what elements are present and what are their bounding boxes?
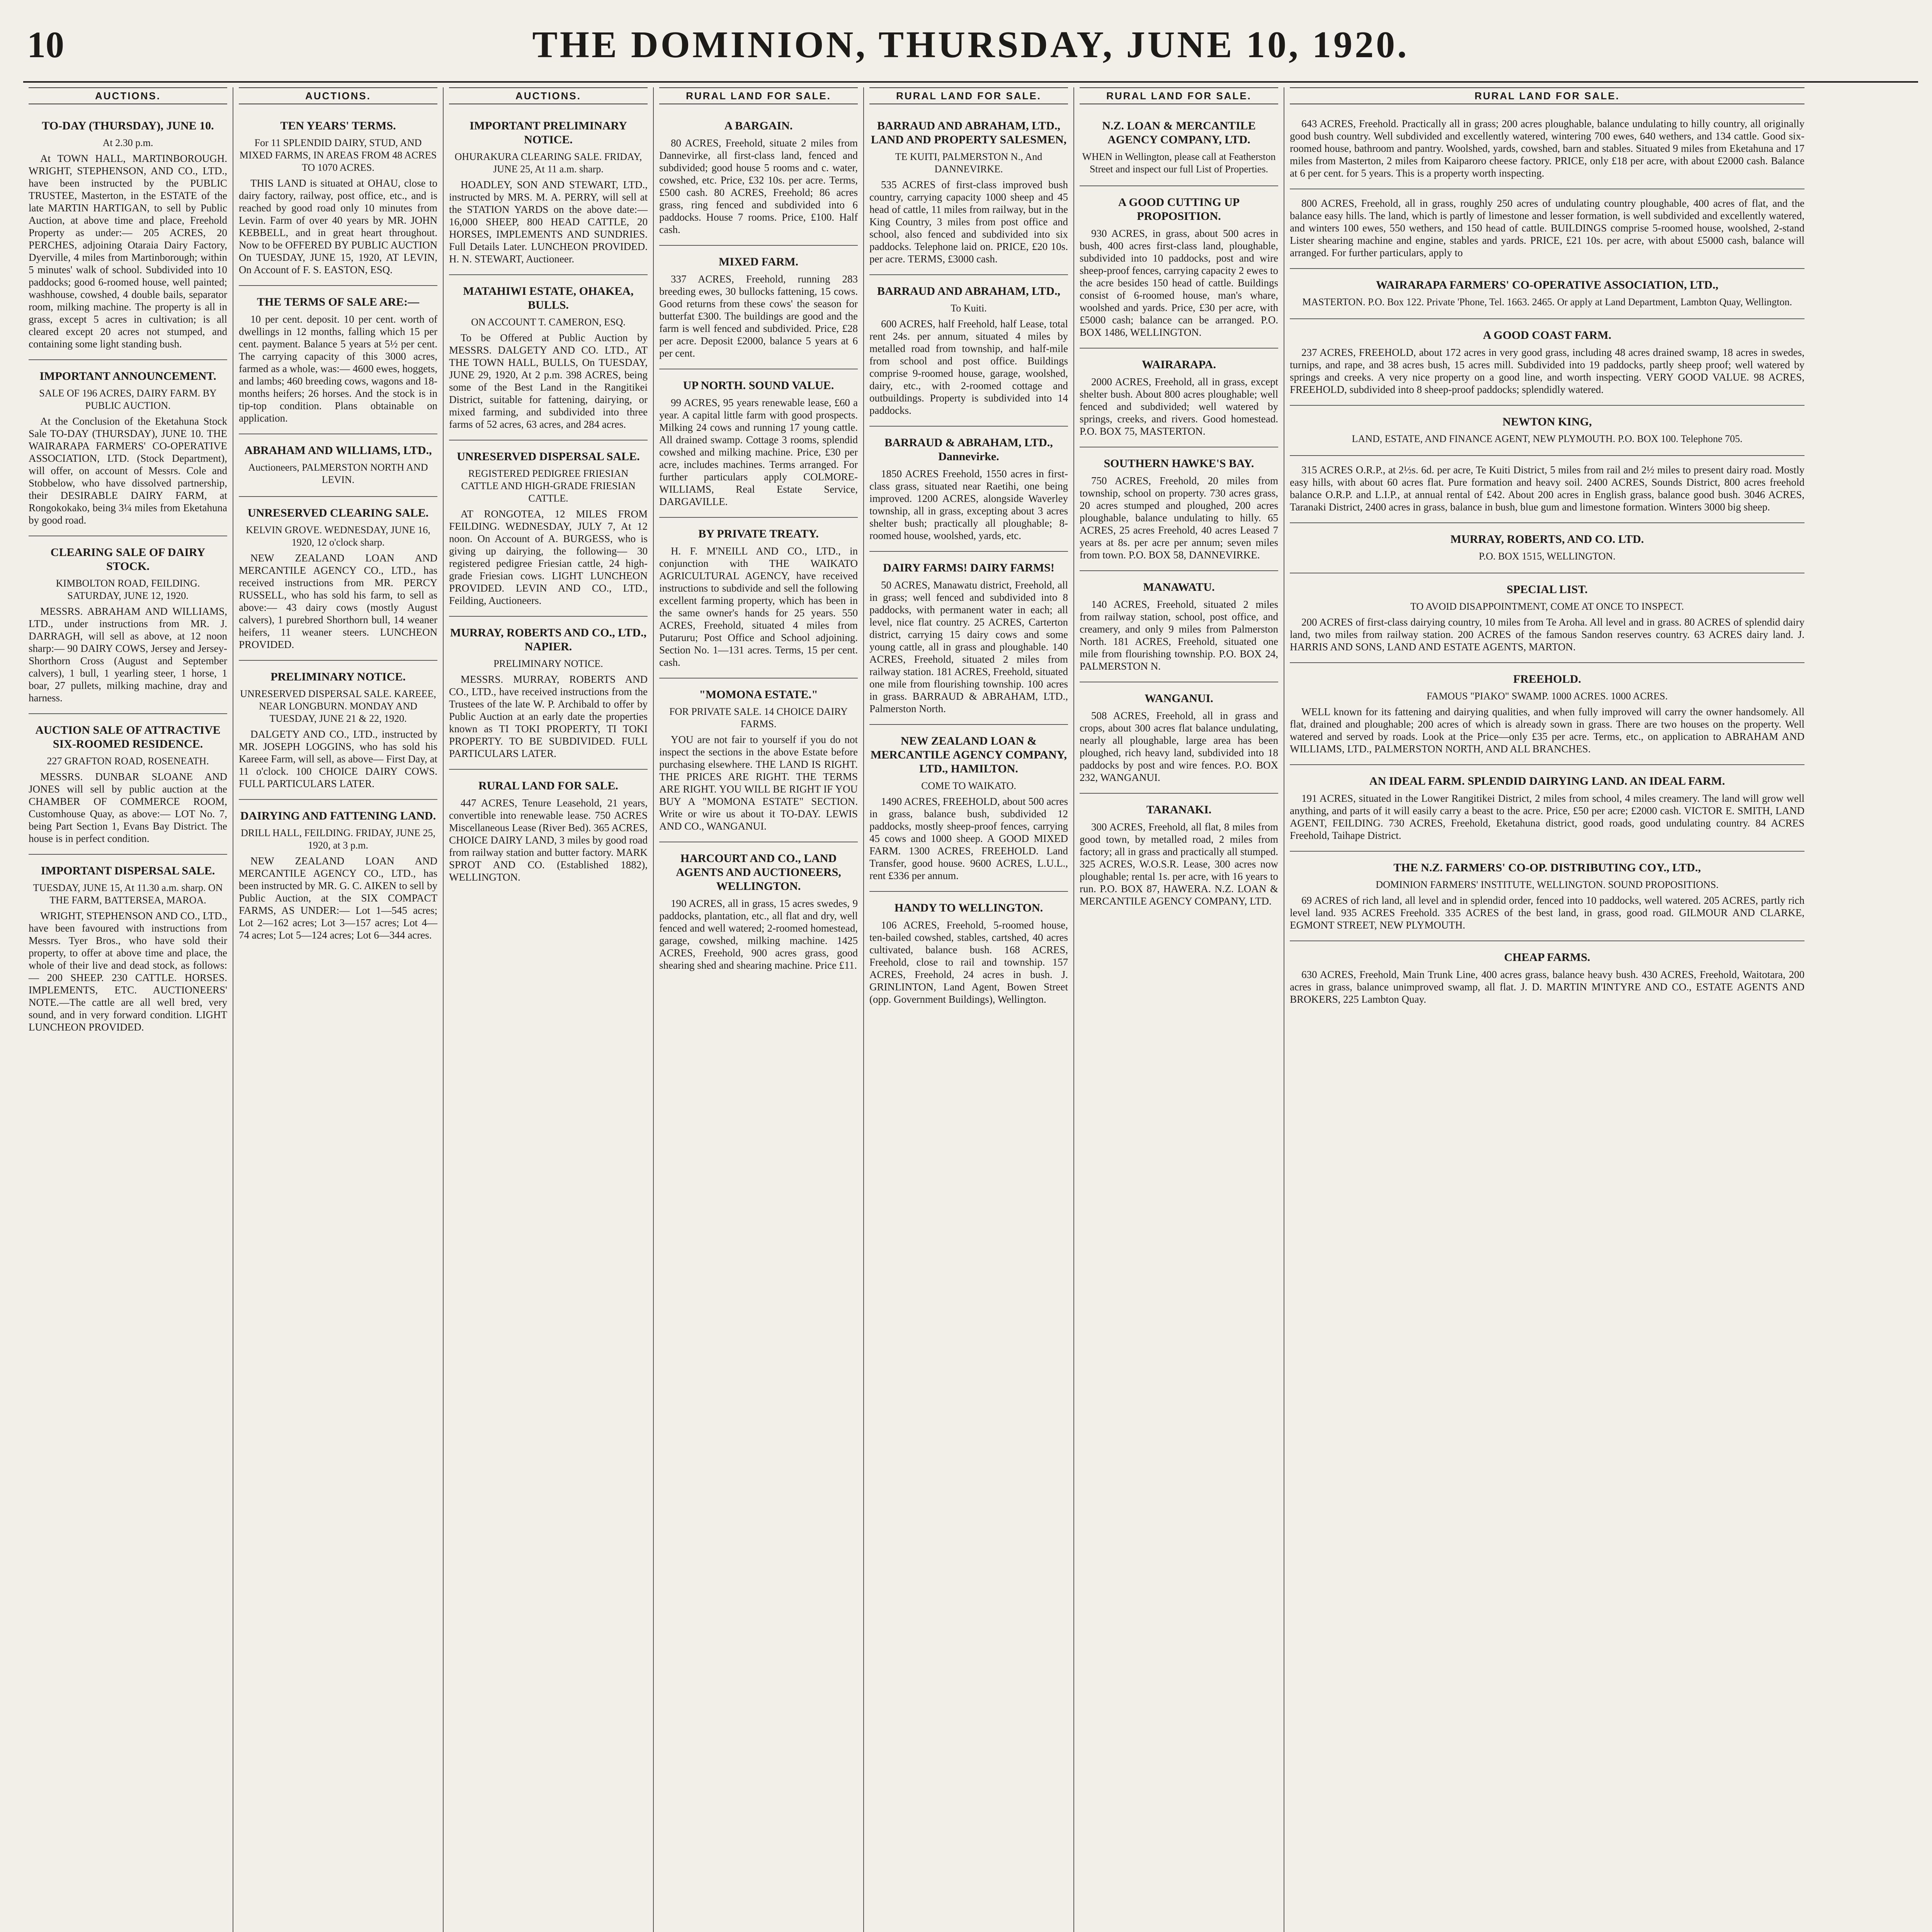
- advertisement: [1290, 573, 1804, 663]
- ad-body: NEW ZEALAND LOAN AND MERCANTILE AGENCY CO., LTD., has been instructed by MR. G. C. AIKEN to sell by Public Auction, at the SIX COMPACT FARMS, AS UNDER:— Lot 1—545 acres; Lot 2—162 acres; Lot 3—157 acres; Lot 4—74 acres; Lot 5—124 acres; Lot 6—344 acres.: [239, 855, 437, 941]
- advertisement: [1080, 571, 1278, 682]
- ad-body: THIS LAND is situated at OHAU, close to dairy factory, railway, post office, etc., and is reached by good road only 10 minutes from Levin. Farm of over 40 years by MR. JOHN KEBBELL, and in great heart throughout. Now to be OFFERED BY PUBLIC AUCTION On TUESDAY, JUNE 15, 1920, AT LEVIN, On Account of F. S. EASTON, ESQ.: [239, 177, 437, 276]
- ad-body: 300 ACRES, Freehold, all flat, 8 miles from good town, by metalled road, 2 miles from factory; all in grass and practically all stumped. 325 ACRES, W.O.S.R. Lease, 300 acres now ploughable; rental 1s. per acre, with 16 years to run. P.O. BOX 87, HAWERA. N.Z. LOAN & MERCANTILE AGENCY COMPANY, LTD.: [1080, 821, 1278, 907]
- ad-heading: DAIRY FARMS! DAIRY FARMS!: [883, 561, 1054, 574]
- advertisement: [1080, 186, 1278, 349]
- ad-heading: ABRAHAM AND WILLIAMS, LTD.,: [244, 444, 432, 457]
- masthead-title: THE DOMINION, THURSDAY, JUNE 10, 1920.: [532, 24, 1409, 66]
- ad-heading: UNRESERVED CLEARING SALE.: [247, 507, 429, 519]
- advertisement: [659, 110, 858, 246]
- ad-body: 1850 ACRES Freehold, 1550 acres in first-class grass, situated near Raetihi, one being improved. 1200 ACRES, alongside Waverley township, all in grass, excepting about 3 acres shelter bush; practically all ploughable; 8-roomed house, woolshed, yards, etc.: [869, 468, 1068, 541]
- ad-heading: RURAL LAND FOR SALE.: [478, 779, 618, 792]
- column-6: [1074, 87, 1284, 1932]
- ad-heading: HANDY TO WELLINGTON.: [894, 901, 1043, 914]
- ad-subheading: At 2.30 p.m.: [102, 137, 153, 148]
- ad-body: 600 ACRES, half Freehold, half Lease, total rent 24s. per annum, situated 4 miles by metalled road from township, and half-mile from school and post office. Buildings comprise 9-roomed house, garage, woolshed, dairy, etc., with 2-roomed cottage and outbuildings. Property is subdivided into 14 paddocks.: [869, 318, 1068, 416]
- column-heading: AUCTIONS.: [449, 87, 648, 104]
- ad-heading: FREEHOLD.: [1513, 673, 1581, 685]
- column-heading: AUCTIONS.: [29, 87, 227, 104]
- ad-subheading: PRELIMINARY NOTICE.: [493, 658, 603, 669]
- ad-subheading: For 11 SPLENDID DAIRY, STUD, AND MIXED FARMS, IN AREAS FROM 48 ACRES TO 1070 ACRES.: [239, 137, 437, 173]
- ad-heading: WAIRARAPA.: [1142, 358, 1216, 371]
- ad-body: DALGETY AND CO., LTD., instructed by MR. JOSEPH LOGGINS, who has sold his Kareee Farm, will sell, as above— First Day, at 11 o'clock. 100 CHOICE DAIRY COWS. FULL PARTICULARS LATER.: [239, 728, 437, 789]
- column-heading: RURAL LAND FOR SALE.: [869, 87, 1068, 104]
- ad-body: MESSRS. MURRAY, ROBERTS AND CO., LTD., have received instructions from the Trustees of the late W. P. Archibald to offer by Public Auction at an early date the properties known as TI TOKI PROPERTY, TI TOKI PROPERTY. TO BE SUBDIVIDED. FULL PARTICULARS LATER.: [449, 673, 648, 759]
- ad-body: 237 ACRES, FREEHOLD, about 172 acres in very good grass, including 48 acres drained swamp, 18 acres in swedes, turnips, and rape, and 38 acres bush, 15 acres mill. Subdivided into 19 paddocks, partly sheep proof; well watered by springs and creeks. A very nice property on a good line, and worth inspecting. VERY GOOD VALUE. 98 ACRES, FREEHOLD, subdivided into 8 sheep-proof paddocks; splendidly watered.: [1290, 347, 1804, 395]
- ad-body: At the Conclusion of the Eketahuna Stock Sale TO-DAY (THURSDAY), JUNE 10. THE WAIRARAPA FARMERS' CO-OPERATIVE ASSOCIATION, LTD. (Stock Department), will offer, on account of Messrs. Cole and Stobbelow, who have dissolved partnership, their DESIRABLE DAIRY FARM, at Rongokokako, being 3¼ miles from Eketahuna by good road.: [29, 415, 227, 526]
- ad-heading: WAIRARAPA FARMERS' CO-OPERATIVE ASSOCIATION, LTD.,: [1376, 279, 1718, 291]
- ad-heading: NEW ZEALAND LOAN & MERCANTILE AGENCY COMPANY, LTD., HAMILTON.: [870, 735, 1067, 775]
- advertisement: [1290, 189, 1804, 269]
- advertisement: [239, 497, 437, 661]
- ad-subheading: ON ACCOUNT T. CAMERON, ESQ.: [471, 316, 626, 328]
- advertisement: [869, 725, 1068, 892]
- advertisement: [1290, 852, 1804, 941]
- ad-body: 69 ACRES of rich land, all level and in splendid order, fenced into 10 paddocks, well watered. 205 ACRES, partly rich level land. 935 ACRES Freehold. 335 ACRES of the best land, in grass, good road. GILMOUR AND CLARKE, EGMONT STREET, NEW PLYMOUTH.: [1290, 895, 1804, 931]
- column-4: [654, 87, 864, 1932]
- advertisement: [449, 275, 648, 440]
- ad-heading: BY PRIVATE TREATY.: [698, 527, 819, 540]
- advertisement: [29, 360, 227, 536]
- advertisement: [1290, 110, 1804, 189]
- advertisement: [239, 434, 437, 497]
- advertisement: [1290, 456, 1804, 523]
- advertisement: [659, 842, 858, 981]
- advertisement: [1290, 663, 1804, 765]
- ad-body: 50 ACRES, Manawatu district, Freehold, all in grass; well fenced and subdivided into 8 paddocks, with permanent water in each; all level, nice flat country. 25 ACRES, Carterton district, carrying 15 dairy cows and some young cattle, all in grass and ploughable. 140 ACRES, Freehold, situated 2 miles from railway station. 181 ACRES, Freehold, situated one mile from flourishing township. 100 acres in grass. BARRAUD & ABRAHAM, LTD., Palmerston North.: [869, 579, 1068, 714]
- advertisement: [449, 617, 648, 770]
- ad-heading: WANGANUI.: [1145, 692, 1213, 705]
- advertisement: [1290, 406, 1804, 456]
- ad-subheading: FOR PRIVATE SALE. 14 CHOICE DAIRY FARMS.: [669, 706, 848, 730]
- ad-heading: SPECIAL LIST.: [1507, 583, 1588, 596]
- ad-body: 800 ACRES, Freehold, all in grass, roughly 250 acres of undulating country ploughable, 400 acres of flat, and the balance easy hills. The land, which is partly of limestone and lesser formation, is well subdivided and excellently watered, and winters 100 ewes, 550 wethers, and 150 head of cattle. BUILDINGS comprise 5-roomed house, woolshed, 2-stand Lister shearing machine and engine, stables and yards. PRICE, £21 10s. per acre, with about £5000 cash, balance will arranged. For further particulars, apply to: [1290, 197, 1804, 259]
- ad-heading: MURRAY, ROBERTS, AND CO. LTD.: [1450, 533, 1644, 546]
- ad-body: MESSRS. ABRAHAM AND WILLIAMS, LTD., under instructions from MR. J. DARRAGH, will sell as above, at 12 noon sharp:— 90 DAIRY COWS, Jersey and Jersey-Shorthorn Cross (August and September calvers), 1 bull, 1 yearling steer, 1 horse, 1 boar, 27 pullets, milking machine, dray and harness.: [29, 605, 227, 704]
- column-3: [444, 87, 654, 1932]
- ad-heading: CHEAP FARMS.: [1504, 951, 1590, 964]
- advertisement: [1290, 319, 1804, 406]
- ad-subheading: COME TO WAIKATO.: [921, 780, 1016, 791]
- ad-subheading: TO AVOID DISAPPOINTMENT, COME AT ONCE TO INSPECT.: [1410, 601, 1684, 612]
- ad-heading: DAIRYING AND FATTENING LAND.: [240, 810, 436, 822]
- ad-heading: BARRAUD AND ABRAHAM, LTD., LAND AND PROPERTY SALESMEN,: [871, 119, 1067, 146]
- ad-subheading: LAND, ESTATE, AND FINANCE AGENT, NEW PLYMOUTH. P.O. BOX 100. Telephone 705.: [1352, 433, 1743, 444]
- advertisement: [1080, 682, 1278, 794]
- ad-body: H. F. M'NEILL AND CO., LTD., in conjunction with THE WAIKATO AGRICULTURAL AGENCY, have received instructions to subdivide and sell the following excellent farming property, which has been in the same owner's hands for 25 years. 550 ACRES, Freehold, situated 4 miles from Putaruru; Post Office and School adjoining. Section No. 1—131 acres. Terms, 15 per cent. cash.: [659, 545, 858, 668]
- ad-body: MESSRS. DUNBAR SLOANE AND JONES will sell by public auction at the CHAMBER OF COMMERCE ROOM, Customhouse Quay, as above:— LOT No. 7, being Part Section 1, Evans Bay District. The house is in perfect condition.: [29, 771, 227, 844]
- ad-subheading: REGISTERED PEDIGREE FRIESIAN CATTLE AND HIGH-GRADE FRIESIAN CATTLE.: [461, 468, 636, 504]
- ad-subheading: Auctioneers, PALMERSTON NORTH AND LEVIN.: [248, 462, 428, 485]
- ad-body: 315 ACRES O.R.P., at 2½s. 6d. per acre, Te Kuiti District, 5 miles from rail and 2½ miles to present dairy road. Mostly easy hills, with about 60 acres flat. Pure formation and heavy soil. 2400 ACRES, Sounds District, 800 acres freehold balance O.R.P. and L.I.P., at annual rental of £42. About 200 acres in English grass, balance good bush. 3046 ACRES, Taranaki District, 2400 acres in grass, balance in bush, blue gum and limestone formation. Winters 3000 big sheep.: [1290, 464, 1804, 513]
- advertisement: [1290, 765, 1804, 852]
- advertisement: [29, 855, 227, 1043]
- ad-heading: TEN YEARS' TERMS.: [280, 119, 396, 132]
- advertisement: [1080, 110, 1278, 186]
- ad-body: NEW ZEALAND LOAN AND MERCANTILE AGENCY CO., LTD., has received instructions from MR. PERCY RUSSELL, who has sold his farm, to sell as above:— 43 dairy cows (mostly August calvers), 1 purebred Shorthorn bull, 14 weaner heifers, 11 weaner steers. LUNCHEON PROVIDED.: [239, 552, 437, 650]
- ad-body: 750 ACRES, Freehold, 20 miles from township, school on property. 730 acres grass, 20 acres stumped and ploughed, 200 acres ploughable, balance undulating to hilly. 65 ACRES, 25 acres Freehold, 40 acres Leased 7 years at 8s. per acre per annum; seven miles from town. P.O. BOX 58, DANNEVIRKE.: [1080, 475, 1278, 561]
- ad-subheading: MASTERTON. P.O. Box 122. Private 'Phone, Tel. 1663. 2465. Or apply at Land Department, Lambton Quay, Wellington.: [1302, 296, 1792, 308]
- ad-subheading: OHURAKURA CLEARING SALE. FRIDAY, JUNE 25, At 11 a.m. sharp.: [454, 151, 642, 175]
- ad-heading: MANAWATU.: [1143, 581, 1215, 594]
- ad-body: 99 ACRES, 95 years renewable lease, £60 a year. A capital little farm with good prospects. Milking 24 cows and running 17 young cattle. All drained swamp. Cottage 3 rooms, splendid cowshed and milking machine. Price, £30 per acre, includes machines. Terms arranged. For further particulars apply COLMORE-WILLIAMS, Real Estate Service, DARGAVILLE.: [659, 397, 858, 507]
- column-heading: RURAL LAND FOR SALE.: [1290, 87, 1804, 104]
- ad-body: At TOWN HALL, MARTINBOROUGH. WRIGHT, STEPHENSON, AND CO., LTD., have been instructed by the PUBLIC TRUSTEE, Masterton, in the ESTATE of the late MARTIN HARTIGAN, to sell by Public Auction, at above time and place, Freehold Property as under:— 205 ACRES, 20 PERCHES, adjoining Otaraia Dairy Factory, Dyerville, 4 miles from Martinborough; within 5 minutes' walk of school. Subdivided into 10 paddocks; good 6-roomed house, well painted; washhouse, cowshed, 4 double bails, separator room, milking machine. The property is all in grass, except 5 acres in cultivation; is all cleared except 20 acres not stumped, and containing some light standing bush.: [29, 153, 227, 350]
- ad-body: 140 ACRES, Freehold, situated 2 miles from railway station, school, post office, and creamery, and only 9 miles from Palmerston North. 181 ACRES, Freehold, situated one mile from flourishing township. P.O. BOX 24, PALMERSTON N.: [1080, 599, 1278, 672]
- ad-heading: UNRESERVED DISPERSAL SALE.: [457, 450, 640, 463]
- ad-heading: MIXED FARM.: [718, 255, 799, 268]
- column-heading: AUCTIONS.: [239, 87, 437, 104]
- columns: [23, 87, 1918, 1932]
- ad-heading: CLEARING SALE OF DAIRY STOCK.: [50, 546, 206, 573]
- ad-subheading: KELVIN GROVE. WEDNESDAY, JUNE 16, 1920, 12 o'clock sharp.: [246, 524, 430, 548]
- advertisement: [869, 110, 1068, 275]
- advertisement: [239, 286, 437, 434]
- ad-body: HOADLEY, SON AND STEWART, LTD., instructed by MRS. M. A. PERRY, will sell at the STATION YARDS on the above date:— 16,000 SHEEP, 800 HEAD CATTLE, 20 HORSES, IMPLEMENTS AND SUNDRIES. Full Details Later. LUNCHEON PROVIDED. H. N. STEWART, Auctioneer.: [449, 179, 648, 265]
- ad-subheading: DRILL HALL, FEILDING. FRIDAY, JUNE 25, 1920, at 3 p.m.: [241, 827, 435, 851]
- advertisement: [869, 427, 1068, 552]
- advertisement: [659, 369, 858, 518]
- ad-heading: "MOMONA ESTATE.": [699, 688, 818, 701]
- ad-body: WRIGHT, STEPHENSON AND CO., LTD., have been favoured with instructions from Messrs. Tyer Bros., who have sold their property, to offer at above time and place, the whole of their live and dead stock, as follows:— 200 SHEEP. 230 CATTLE. HORSES. IMPLEMENTS, ETC. AUCTIONEERS' NOTE.—The cattle are all well bred, very sound, and in very forward condition. LIGHT LUNCHEON PROVIDED.: [29, 910, 227, 1033]
- ad-heading: A GOOD COAST FARM.: [1483, 329, 1612, 342]
- ad-heading: UP NORTH. SOUND VALUE.: [683, 379, 834, 392]
- page-number: 10: [27, 24, 64, 65]
- advertisement: [1290, 523, 1804, 573]
- ad-subheading: FAMOUS "PIAKO" SWAMP. 1000 ACRES. 1000 ACRES.: [1427, 690, 1668, 702]
- ad-body: 630 ACRES, Freehold, Main Trunk Line, 400 acres grass, balance heavy bush. 430 ACRES, Freehold, Waitotara, 200 acres in grass, balance unimproved swamp, all flat. J. D. MARTIN M'INTYRE AND CO., ESTATE AGENTS AND BROKERS, 225 Lambton Quay.: [1290, 969, 1804, 1005]
- ad-body: YOU are not fair to yourself if you do not inspect the sections in the above Estate before purchasing elsewhere. THE LAND IS RIGHT. THE PRICES ARE RIGHT. THE TERMS ARE RIGHT. YOU WILL BE RIGHT IF YOU BUY A "MOMONA ESTATE" SECTION. Write or wire us about it TO-DAY. LEWIS AND CO., WANGANUI.: [659, 734, 858, 832]
- ad-heading: HARCOURT AND CO., LAND AGENTS AND AUCTIONEERS, WELLINGTON.: [676, 852, 841, 893]
- column-7: [1284, 87, 1810, 1932]
- advertisement: [1080, 794, 1278, 917]
- ad-subheading: WHEN in Wellington, please call at Featherston Street and inspect our full List of Properties.: [1082, 151, 1276, 175]
- advertisement: [659, 679, 858, 842]
- advertisement: [659, 246, 858, 369]
- ad-body: 447 ACRES, Tenure Leasehold, 21 years, convertible into renewable lease. 750 ACRES Miscellaneous Lease (River Bed). 365 ACRES, CHOICE DAIRY LAND, 3 miles by good road from railway station and butter factory. MARK SPROT AND CO. (Established 1882), WELLINGTON.: [449, 797, 648, 883]
- ad-heading: SOUTHERN HAWKE'S BAY.: [1104, 457, 1254, 470]
- advertisement: [29, 536, 227, 714]
- masthead: [23, 15, 1918, 83]
- advertisement: [1080, 447, 1278, 571]
- column-heading: RURAL LAND FOR SALE.: [659, 87, 858, 104]
- ad-body: 535 ACRES of first-class improved bush country, carrying capacity 1000 sheep and 45 head of cattle, 11 miles from railway, but in the King Country, 3 miles from post office and school, also fenced and subdivided into six paddocks. Telephone laid on. PRICE, £20 10s. per acre. TERMS, £3000 cash.: [869, 179, 1068, 265]
- advertisement: [29, 714, 227, 855]
- advertisement: [239, 110, 437, 286]
- advertisement: [1290, 941, 1804, 1015]
- ad-body: 190 ACRES, all in grass, 15 acres swedes, 9 paddocks, plantation, etc., all flat and dry, well fenced and well watered; 2-roomed homestead, garage, cowshed, milking machine. 1425 ACRES, Freehold, 900 acres grass, good shearing shed and shearing machine. Price £11.: [659, 898, 858, 971]
- advertisement: [659, 518, 858, 679]
- ad-heading: TO-DAY (THURSDAY), JUNE 10.: [42, 119, 214, 132]
- ad-heading: IMPORTANT PRELIMINARY NOTICE.: [469, 119, 627, 146]
- ad-body: 2000 ACRES, Freehold, all in grass, except shelter bush. About 800 acres ploughable; well fenced and subdivided; well watered by springs, creeks, and rivers. Good homestead. P.O. BOX 75, MASTERTON.: [1080, 376, 1278, 437]
- ad-subheading: SALE OF 196 ACRES, DAIRY FARM. BY PUBLIC AUCTION.: [39, 388, 217, 411]
- newspaper-page: [23, 15, 1918, 1932]
- ad-body: 643 ACRES, Freehold. Practically all in grass; 200 acres ploughable, balance undulating to hilly country, all originally good bush country. Well subdivided and excellently watered, wintering 700 ewes, 640 wethers, and 134 cattle. Good six-roomed house, bathroom and pantry. Woolshed, yards, cowshed, barn and stables. Situated 9 miles from Eketahuna and 17 miles from Masterton, 2 miles from Kaiparoro cheese factory. PRICE, only £18 per acre, with about £2000 cash. Balance at 6 per cent. for 5 years. This is a property worth inspecting.: [1290, 118, 1804, 179]
- ad-body: 80 ACRES, Freehold, situate 2 miles from Dannevirke, all first-class land, fenced and subdivided; good house 5 rooms and c. water, cowshed, etc. Price, £32 10s. per acre. Terms, £500 cash. 80 ACRES, Freehold; 86 acres grass, ring fenced and subdivided into 6 paddocks. House 7 rooms. Price, £100. Half cash.: [659, 137, 858, 235]
- ad-heading: TARANAKI.: [1146, 803, 1212, 816]
- ad-subheading: P.O. BOX 1515, WELLINGTON.: [1479, 551, 1616, 562]
- ad-heading: BARRAUD & ABRAHAM, LTD., Dannevirke.: [884, 436, 1053, 463]
- ad-subheading: TE KUITI, PALMERSTON N., And DANNEVIRKE.: [895, 151, 1043, 175]
- ad-heading: N.Z. LOAN & MERCANTILE AGENCY COMPANY, LTD.: [1102, 119, 1256, 146]
- ad-body: 200 ACRES of first-class dairying country, 10 miles from Te Aroha. All level and in grass. 80 ACRES of splendid dairy land, two miles from railway station. 200 ACRES of the famous Sandon reserves country. 63 ACRES dairy land. J. HARRIS AND SONS, LAND AND ESTATE AGENTS, MARTON.: [1290, 616, 1804, 653]
- ad-heading: AUCTION SALE OF ATTRACTIVE SIX-ROOMED RESIDENCE.: [35, 724, 221, 750]
- ad-heading: MURRAY, ROBERTS AND CO., LTD., NAPIER.: [450, 626, 647, 653]
- ad-body: 106 ACRES, Freehold, 5-roomed house, ten-bailed cowshed, stables, cartshed, 40 acres cultivated, balance bush. 168 ACRES, Freehold, close to rail and township. 157 ACRES, Freehold, 24 acres in bush. J. GRINLINTON, Land Agent, Bowen Street (opp. Government Buildings), Wellington.: [869, 919, 1068, 1005]
- ad-subheading: TUESDAY, JUNE 15, At 11.30 a.m. sharp. ON THE FARM, BATTERSEA, MAROA.: [33, 882, 223, 906]
- advertisement: [869, 552, 1068, 725]
- advertisement: [869, 275, 1068, 427]
- ad-body: 10 per cent. deposit. 10 per cent. worth of dwellings in 12 months, falling which 15 per cent. payment. Balance 5 years at 5½ per cent. The carrying capacity of this 3000 acres, farmed as a whole, was:— 4600 ewes, hoggets, and lambs; 460 breeding cows, wagons and 18-months heifers; 26 horses. And the stock is in tip-top condition. Plans obtainable on application.: [239, 313, 437, 424]
- ad-subheading: UNRESERVED DISPERSAL SALE. KAREEE, NEAR LONGBURN. MONDAY AND TUESDAY, JUNE 21 & 22, 1920.: [240, 688, 436, 724]
- ad-heading: A GOOD CUTTING UP PROPOSITION.: [1118, 196, 1240, 223]
- ad-heading: BARRAUD AND ABRAHAM, LTD.,: [877, 285, 1060, 298]
- ad-body: AT RONGOTEA, 12 MILES FROM FEILDING. WEDNESDAY, JULY 7, At 12 noon. On Account of A. BURGESS, who is giving up dairying, the following— 30 registered pedigree Friesian cattle, 24 high-grade Friesian cows. LIGHT LUNCHEON PROVIDED. LEVIN AND CO., LTD., Feilding, Auctioneers.: [449, 508, 648, 606]
- ad-heading: PRELIMINARY NOTICE.: [270, 670, 406, 683]
- ad-subheading: 227 GRAFTON ROAD, ROSENEATH.: [47, 755, 209, 767]
- ad-heading: THE N.Z. FARMERS' CO-OP. DISTRIBUTING COY., LTD.,: [1393, 861, 1701, 874]
- ad-body: 337 ACRES, Freehold, running 283 breeding ewes, 30 bullocks fattening, 15 cows. Good returns from these cows' the season for butterfat £300. The buildings are good and the farm is well fenced and subdivided. Price, £28 per acre. Deposit £2000, balance 5 years at 6 per cent.: [659, 273, 858, 359]
- advertisement: [1080, 349, 1278, 447]
- column-1: [23, 87, 233, 1932]
- ad-subheading: DOMINION FARMERS' INSTITUTE, WELLINGTON. SOUND PROPOSITIONS.: [1376, 879, 1719, 890]
- ad-heading: IMPORTANT DISPERSAL SALE.: [41, 864, 215, 877]
- advertisement: [449, 770, 648, 893]
- ad-subheading: KIMBOLTON ROAD, FEILDING. SATURDAY, JUNE 12, 1920.: [56, 578, 200, 601]
- advertisement: [1290, 269, 1804, 319]
- advertisement: [239, 800, 437, 951]
- ad-subheading: To Kuiti.: [951, 303, 987, 314]
- ad-heading: NEWTON KING,: [1502, 415, 1592, 428]
- ad-body: To be Offered at Public Auction by MESSRS. DALGETY AND CO. LTD., AT THE TOWN HALL, BULLS, On TUESDAY, JUNE 29, 1920, At 2 p.m. 398 ACRES, being some of the Best Land in the Rangitikei District, suitable for fattening, dairying, or mixed farming, and subdivided into three farms of 52 acres, 63 acres, and 284 acres.: [449, 332, 648, 430]
- ad-body: 1490 ACRES, FREEHOLD, about 500 acres in grass, balance bush, subdivided 12 paddocks, mostly sheep-proof fences, carrying 45 cows and 1000 sheep. A GOOD MIXED FARM. 1300 ACRES, FREEHOLD. Land Transfer, good house. 9600 ACRES, L.U.L., rent £336 per annum.: [869, 796, 1068, 881]
- ad-heading: THE TERMS OF SALE ARE:—: [257, 296, 420, 308]
- column-5: [864, 87, 1074, 1932]
- ad-heading: IMPORTANT ANNOUNCEMENT.: [39, 370, 216, 383]
- ad-body: 508 ACRES, Freehold, all in grass and crops, about 300 acres flat balance undulating, nearly all ploughable, large area has been ploughed, rich heavy land, subdivided into 18 paddocks by post and wire fences. P.O. BOX 232, WANGANUI.: [1080, 710, 1278, 783]
- ad-heading: AN IDEAL FARM. SPLENDID DAIRYING LAND. AN IDEAL FARM.: [1369, 775, 1725, 787]
- advertisement: [869, 892, 1068, 1015]
- ad-body: 191 ACRES, situated in the Lower Rangitikei District, 2 miles from school, 4 miles creamery. The land will grow well anything, and parts of it will easily carry a beast to the acre. Price, £50 per acre; £2000 cash. VICTOR E. SMITH, LAND AGENT, FEILDING. 730 ACRES, Freehold, Eketahuna district, good roads, good undulating country. 84 ACRES Freehold, Taihape District.: [1290, 793, 1804, 841]
- ad-heading: A BARGAIN.: [724, 119, 793, 132]
- column-heading: RURAL LAND FOR SALE.: [1080, 87, 1278, 104]
- ad-heading: MATAHIWI ESTATE, OHAKEA, BULLS.: [463, 285, 634, 311]
- advertisement: [449, 440, 648, 617]
- ad-body: WELL known for its fattening and dairying qualities, and when fully improved will carry the owner handsomely. All flat, drained and ploughable; 200 acres of which is already sown in grass. There are two houses on the property. Well watered and served by roads. Look at the Price—only £35 per acre. Terms, etc., on application to ABRAHAM AND WILLIAMS, LTD., PALMERSTON NORTH, AND ALL BRANCHES.: [1290, 706, 1804, 755]
- ad-body: 930 ACRES, in grass, about 500 acres in bush, 400 acres first-class land, ploughable, subdivided into 10 paddocks, post and wire sheep-proof fences, carrying capacity 2 ewes to the acre besides 150 head of cattle. Buildings consist of 6-roomed house, man's whare, woolshed and yards. Price, £30 per acre, with £5000 cash; balance can be arranged. P.O. BOX 1486, WELLINGTON.: [1080, 228, 1278, 338]
- advertisement: [239, 661, 437, 800]
- advertisement: [449, 110, 648, 275]
- column-2: [233, 87, 444, 1932]
- advertisement: [29, 110, 227, 360]
